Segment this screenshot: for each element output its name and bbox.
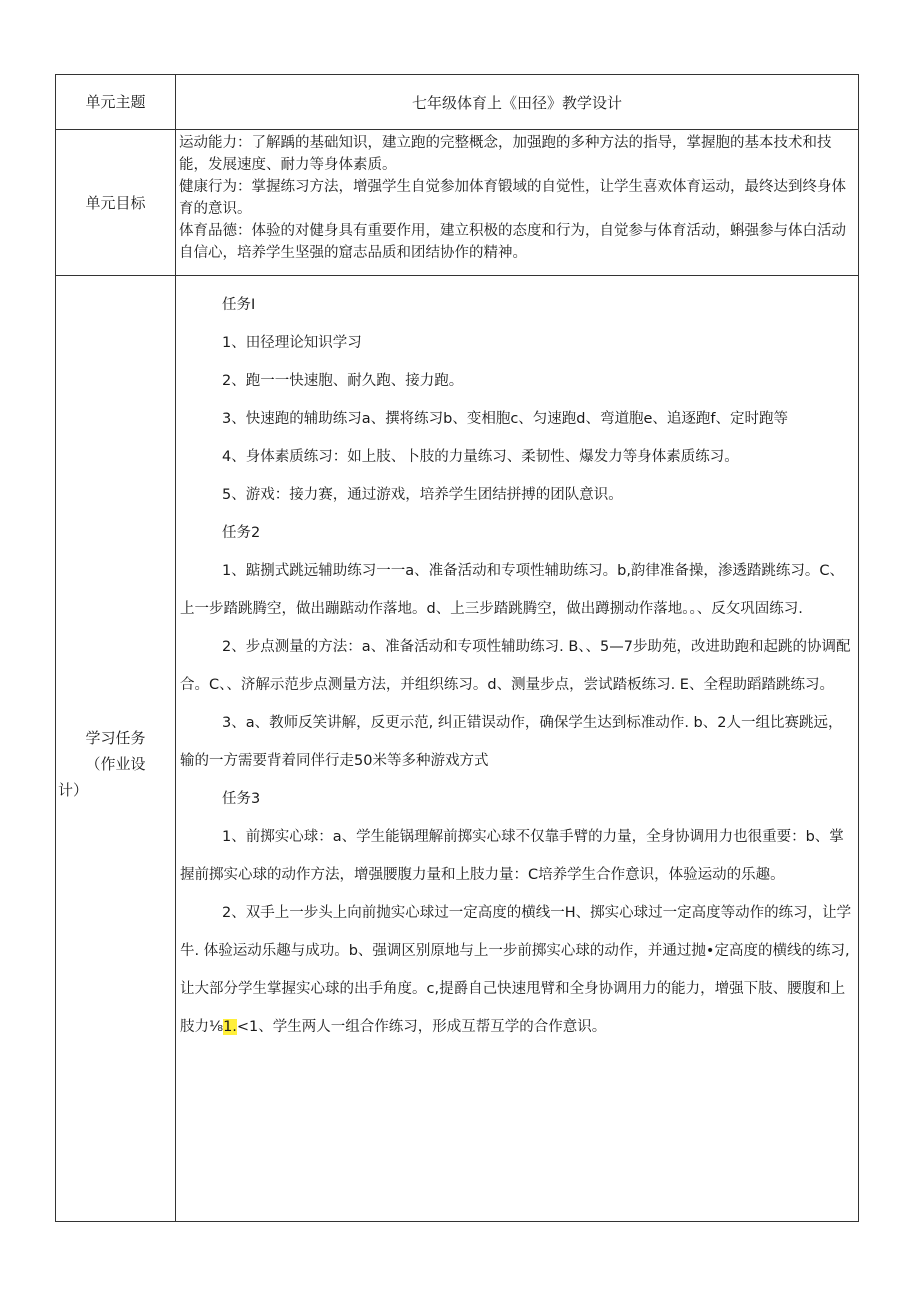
learning-tasks-label-line1: 学习任务 [85,728,146,747]
learning-tasks-row [56,276,859,1222]
unit-goals-content [176,130,859,276]
task1-item: 1、田径理论知识学习 [222,335,362,351]
task1-item: 5、游戏：接力赛，通过游戏，培养学生团结拼搏的团队意识。 [222,487,623,503]
task2-item: 1、踮捌式跳远辅助练习一一a、准备活动和专项性辅助练习。b,韵律准备操，渗透踏跳练习。C、上一步踏跳腾空，做出蹦踮动作落地。d、上三步踏跳腾空，做出蹲捌动作落地。。、反攵巩固练习. [180,563,845,617]
task2-item: 3、a、教师反笑讲解，反更示范, 纠正错误动作，确保学生达到标准动作. b、2人一组比赛跳远，输的一方需要背着同伴行走50米等多种游戏方式 [180,715,843,769]
unit-goals-row [56,130,859,276]
unit-goals-label: 单元目标 [56,130,176,276]
learning-tasks-label-line2: （作业设 [85,754,146,773]
task3-heading: 任务3 [222,791,261,807]
task3-item2-text: 2、双手上一步头上向前抛实心球过一定高度的横线一H、掷实心球过一定高度等动作的练习，让学牛. 体验运动乐趣与成功。b、强调区别原地与上一步前掷实心球的动作，并通过抛•定高度的横线的练习, 让大部分学生掌握实心球的出手角度。c,提爵自己快速甩臂和全身协调用力的能力，增强下肢、腰腹和上肢力⅛ [180,905,852,1035]
goal-sports-ethics: 体育品德：体验的对健身具有重要作用，建立积极的态度和行为，自觉参与体育活动，蝌强参与体白活动自信心，培养学生坚强的窟志品质和团结协作的精神。 [179,223,846,261]
lesson-design-table [55,74,859,1222]
task3-item: 1、前掷实心球：a、学生能锅理解前掷实心球不仅靠手臂的力量，全身协调用力也很重要：b、掌握前掷实心球的动作方法，增强腰腹力量和上肢力量：C培养学生合作意识，体验运动的乐趣。 [180,829,844,883]
unit-topic-row [56,75,859,130]
highlighted-text: 1. [223,1019,237,1035]
goal-motor-ability: 运动能力：了解踽的基础知识，建立跑的完整概念，加强跑的多种方法的指导，掌握胞的基本技术和技能，发展速度、耐力等身体素质。 [179,135,832,173]
task1-item: 3、快速跑的辅助练习a、撰将练习b、变相胞c、匀速跑d、弯道胞e、追逐跑f、定时跑等 [222,411,789,427]
unit-topic-label: 单元主题 [56,75,176,130]
task1-item: 2、跑一一快速胞、耐久跑、接力跑。 [222,373,464,389]
task3-item [180,894,854,1046]
task3-item2-tail: <1、学生两人一组合作练习，形成互帮互学的合作意识。 [236,1019,607,1035]
task2-item: 2、步点测量的方法：a、准备活动和专项性辅助练习. B、、5—7步助苑，改进助跑和起跳的协调配合。C、、济解示范步点测量方法，并组织练习。d、测量步点，尝试踏板练习. E、全程助蹈踏跳练习。 [180,639,851,693]
goal-health-behavior: 健康行为：掌握练习方法，增强学生自觉参加体育锻域的自觉性，让学生喜欢体育运动，最终达到终身体育的意识。 [179,179,846,217]
task1-item: 4、身体素质练习：如上肢、卜肢的力量练习、柔韧性、爆发力等身体素质练习。 [222,449,739,465]
learning-tasks-label-line3: 计） [58,780,89,799]
learning-tasks-label [56,276,176,1222]
task1-heading: 任务I [222,297,256,313]
learning-tasks-content [176,276,859,1222]
unit-topic-value: 七年级体育上《田径》教学设计 [176,75,859,130]
task2-heading: 任务2 [222,525,261,541]
